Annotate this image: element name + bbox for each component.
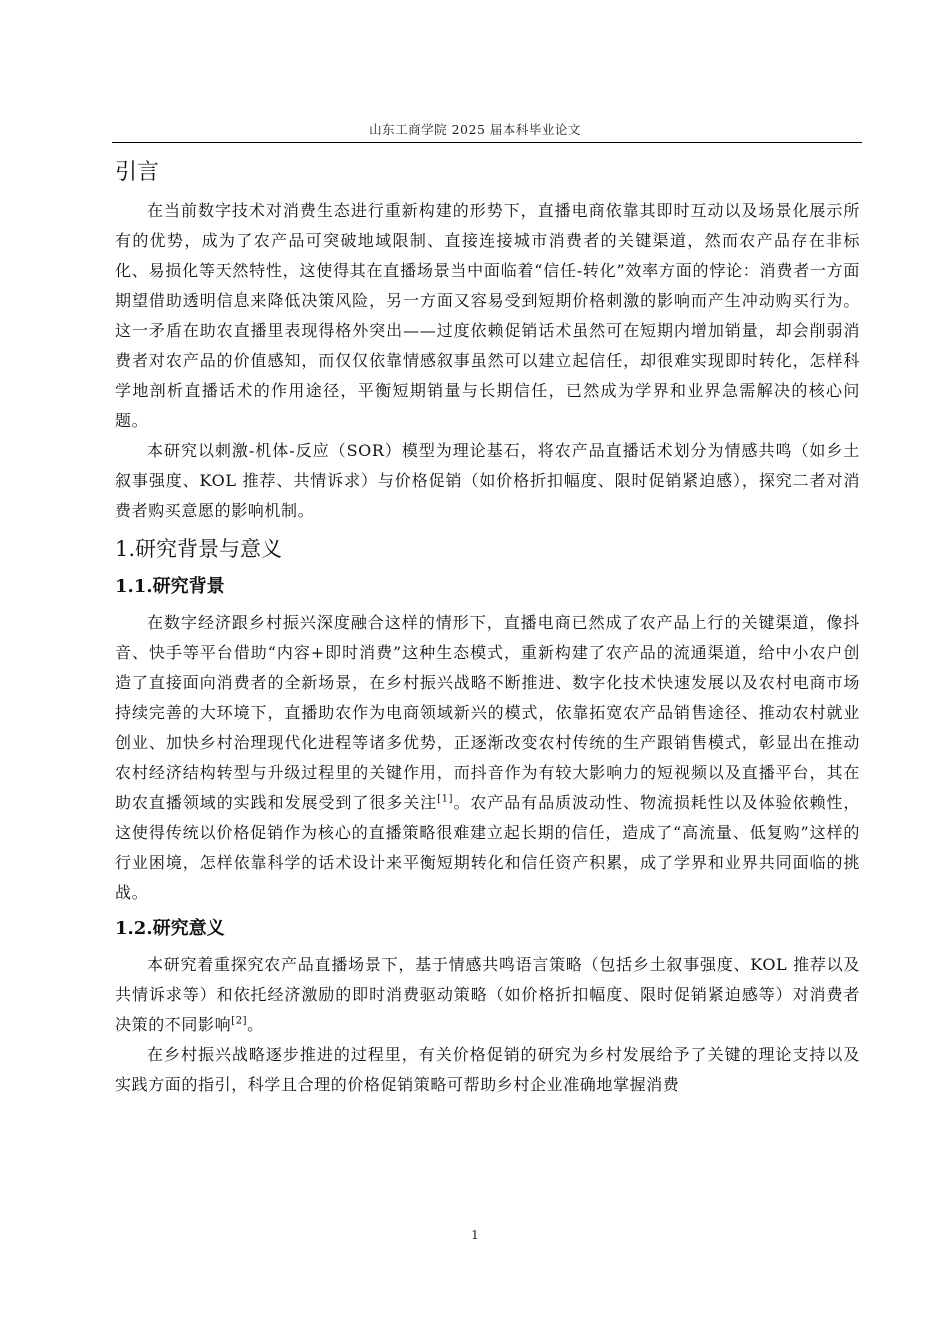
- section-1-2-paragraph-1: [115, 950, 860, 1040]
- intro-paragraph-2: 本研究以刺激-机体-反应（SOR）模型为理论基石，将农产品直播话术划分为情感共鸣（如乡土叙事强度、KOL 推荐、共情诉求）与价格促销（如价格折扣幅度、限时促销紧迫感），探究二者对消费者购买意愿的影响机制。: [115, 441, 860, 520]
- section-1-2-text-a: 本研究着重探究农产品直播场景下，基于情感共鸣语言策略（包括乡土叙事强度、KOL 推荐以及共情诉求等）和依托经济激励的即时消费驱动策略（如价格折扣幅度、限时促销紧迫感等）对消费者决策的不同影响: [115, 955, 860, 1034]
- section-1-1-paragraph: [115, 608, 860, 908]
- page-body: [115, 150, 860, 1100]
- header-rule: [112, 142, 862, 143]
- page-number: 1: [471, 1228, 479, 1242]
- section-1-1-heading: 1.1.研究背景: [115, 576, 225, 597]
- citation-ref-2: [2]: [231, 1015, 248, 1027]
- section-1-2-heading: 1.2.研究意义: [115, 918, 225, 939]
- intro-heading: 引言: [115, 160, 160, 185]
- section-1-heading: 1.研究背景与意义: [115, 537, 283, 561]
- intro-paragraph-1: 在当前数字技术对消费生态进行重新构建的形势下，直播电商依靠其即时互动以及场景化展示所有的优势，成为了农产品可突破地域限制、直接连接城市消费者的关键渠道，然而农产品存在非标化、易损化等天然特性，这使得其在直播场景当中面临着“信任-转化”效率方面的悖论：消费者一方面期望借助透明信息来降低决策风险，另一方面又容易受到短期价格刺激的影响而产生冲动购买行为。这一矛盾在助农直播里表现得格外突出——过度依赖促销话术虽然可在短期内增加销量，却会削弱消费者对农产品的价值感知，而仅仅依靠情感叙事虽然可以建立起信任，却很难实现即时转化，怎样科学地剖析直播话术的作用途径，平衡短期销量与长期信任，已然成为学界和业界急需解决的核心问题。: [115, 201, 860, 430]
- section-1-2-text-b: 。: [247, 1015, 264, 1034]
- section-1-2-paragraph-2: 在乡村振兴战略逐步推进的过程里，有关价格促销的研究为乡村发展给予了关键的理论支持以及实践方面的指引，科学且合理的价格促销策略可帮助乡村企业准确地掌握消费: [115, 1045, 860, 1094]
- section-1-1-text-a: 在数字经济跟乡村振兴深度融合这样的情形下，直播电商已然成了农产品上行的关键渠道，像抖音、快手等平台借助“内容+即时消费”这种生态模式，重新构建了农产品的流通渠道，给中小农户创造了直接面向消费者的全新场景，在乡村振兴战略不断推进、数字化技术快速发展以及农村电商市场持续完善的大环境下，直播助农作为电商领域新兴的模式，依靠拓宽农产品销售途径、推动农村就业创业、加快乡村治理现代化进程等诸多优势，正逐渐改变农村传统的生产跟销售模式，彰显出在推动农村经济结构转型与升级过程里的关键作用，而抖音作为有较大影响力的短视频以及直播平台，其在助农直播领域的实践和发展受到了很多关注: [115, 613, 860, 812]
- running-header: 山东工商学院 2025 届本科毕业论文: [369, 122, 581, 137]
- section-1-1-text-b: 。农产品有品质波动性、物流损耗性以及体验依赖性，这使得传统以价格促销作为核心的直播策略很难建立起长期的信任，造成了“高流量、低复购”这样的行业困境，怎样依靠科学的话术设计来平衡短期转化和信任资产积累，成了学界和业界共同面临的挑战。: [115, 793, 860, 902]
- citation-ref-1: [1]: [437, 793, 454, 805]
